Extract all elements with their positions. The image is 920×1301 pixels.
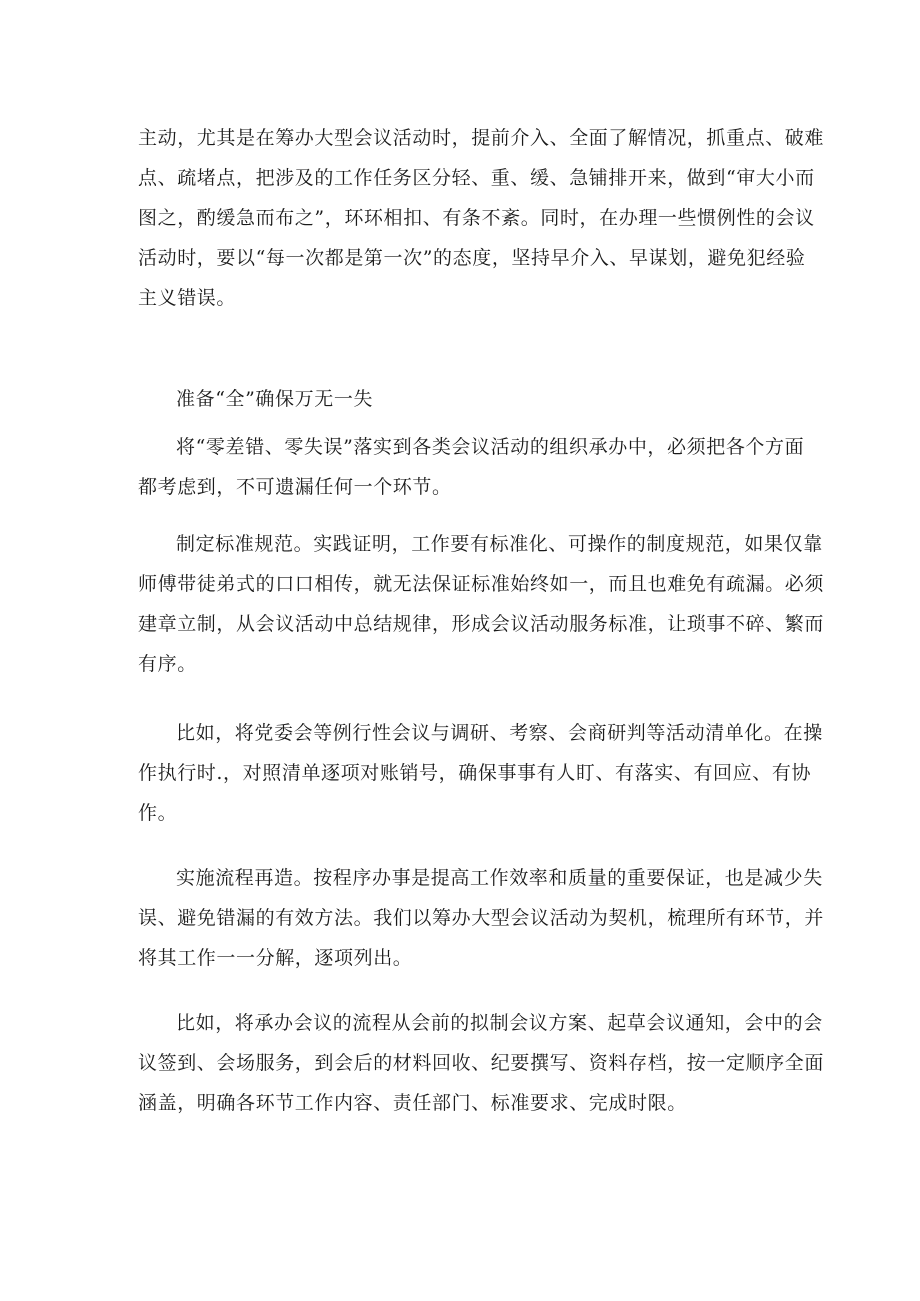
text-line: 点、疏堵点，把涉及的工作任务区分轻、重、缓、急铺排开来，做到“审大小而: [138, 167, 815, 189]
text-line: 图之，酌缓急而布之”，环环相扣、有条不紊。同时，在办理一些惯例性的会议: [138, 207, 815, 229]
text-line: 涵盖，明确各环节工作内容、责任部门、标准要求、完成时限。: [138, 1092, 687, 1114]
text-line: 活动时，要以“每一次都是第一次”的态度，坚持早介入、早谋划，避免犯经验: [138, 247, 806, 269]
text-line: 主动，尤其是在筹办大型会议活动时，提前介入、全面了解情况，抓重点、破难: [138, 127, 825, 149]
text-line: 作执行时.，对照清单逐项对账销号，确保事事有人盯、有落实、有回应、有协: [138, 762, 812, 784]
paragraph: [138, 427, 805, 507]
text-line: 建章立制，从会议活动中总结规律，形成会议活动服务标准，让琐事不碎、繁而: [138, 613, 825, 635]
text-line: 有序。: [138, 653, 197, 675]
text-line: 比如，将承办会议的流程从会前的拟制会议方案、起草会议通知，会中的会: [176, 1012, 823, 1034]
text-line: 比如，将党委会等例行性会议与调研、考察、会商研判等活动清单化。在操: [176, 722, 823, 744]
text-line: 将“零差错、零失误”落实到各类会议活动的组织承办中，必须把各个方面: [176, 436, 805, 458]
text-line: 实施流程再造。按程序办事是提高工作效率和质量的重要保证，也是减少失: [176, 867, 823, 889]
paragraph: [138, 1003, 825, 1123]
text-line: 制定标准规范。实践证明，工作要有标准化、可操作的制度规范，如果仅靠: [176, 533, 823, 555]
paragraph: [138, 524, 825, 684]
text-line: 误、避免错漏的有效方法。我们以筹办大型会议活动为契机，梳理所有环节，并: [138, 907, 825, 929]
text-line: 都考虑到，不可遗漏任何一个环节。: [138, 476, 452, 498]
text-line: 将其工作一一分解，逐项列出。: [138, 947, 413, 969]
paragraph-continuation: [138, 118, 825, 318]
heading-text: 准备“全”确保万无一失: [176, 388, 374, 410]
text-line: 议签到、会场服务，到会后的材料回收、纪要撰写、资料存档，按一定顺序全面: [138, 1052, 825, 1074]
text-line: 师傅带徒弟式的口口相传，就无法保证标准始终如一，而且也难免有疏漏。必须: [138, 573, 825, 595]
paragraph: [138, 713, 823, 833]
section-heading: [138, 379, 788, 419]
text-line: 作。: [138, 802, 178, 824]
paragraph: [138, 858, 825, 978]
text-line: 主义错误。: [138, 287, 237, 309]
